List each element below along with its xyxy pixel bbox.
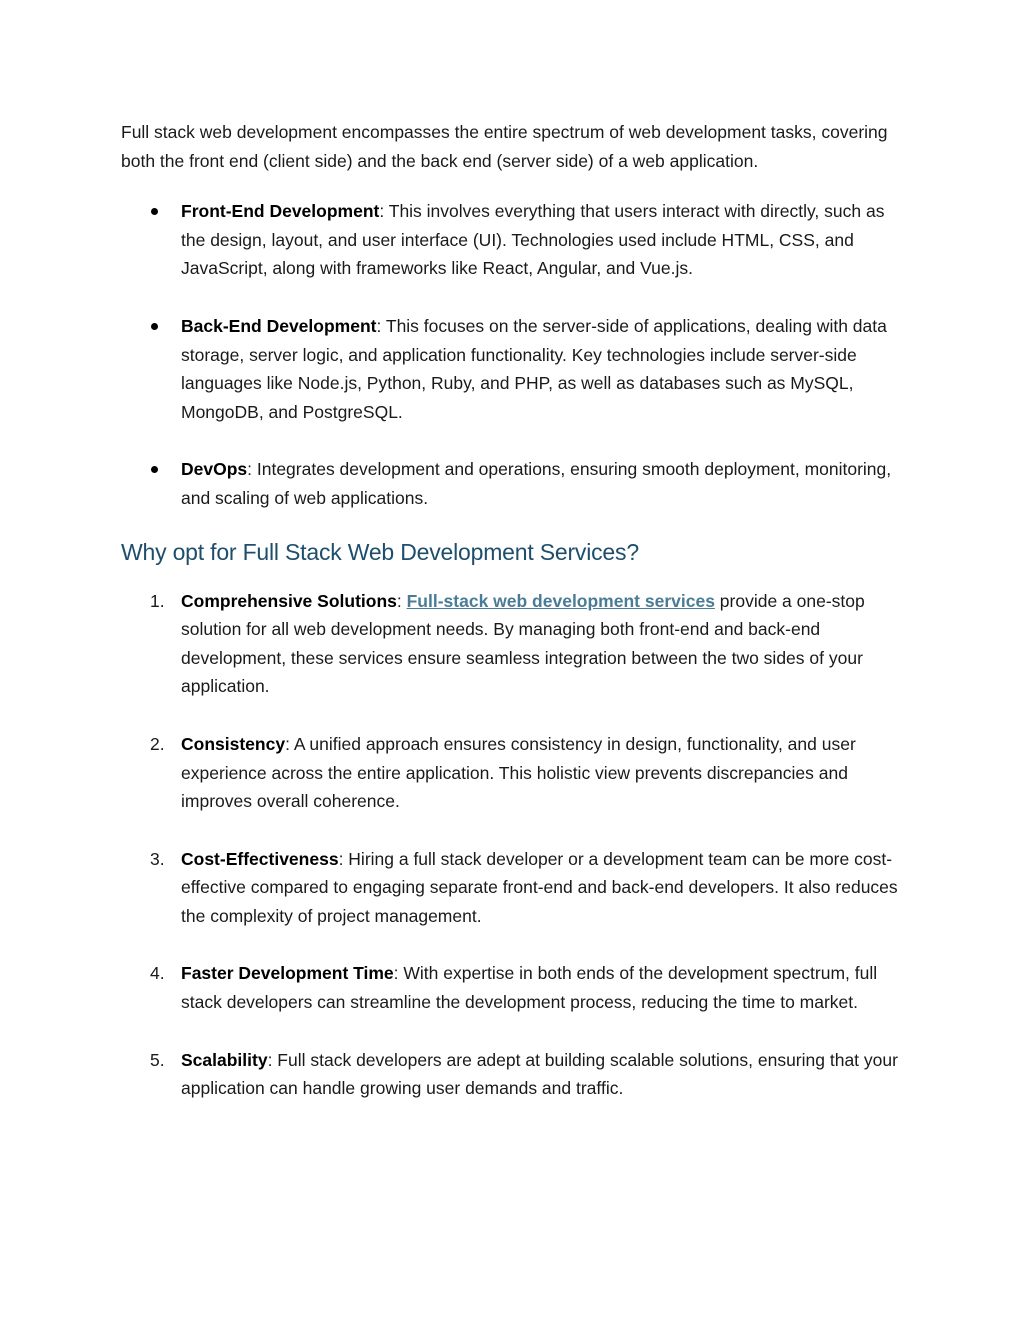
numbered-item-faster-development	[121, 959, 907, 1016]
numbered-item-cost-effectiveness	[121, 845, 907, 931]
numbered-text: : A unified approach ensures consistency in design, functionality, and user experience across the entire application. This holistic view prevents discrepancies and improves overall coherence.	[181, 733, 856, 812]
numbered-item-consistency	[121, 730, 907, 816]
bullet-text: : This involves everything that users interact with directly, such as the design, layout, and user interface (UI). Technologies used include HTML, CSS, and JavaScript, along with frameworks like React, Angular, and Vue.js.	[181, 201, 885, 279]
document-page	[121, 118, 907, 1103]
numbered-item-scalability	[121, 1046, 907, 1103]
numbered-term: Scalability	[181, 1049, 268, 1070]
benefits-numbered-list	[121, 587, 907, 1103]
numbered-item-comprehensive-solutions	[121, 587, 907, 701]
intro-paragraph: Full stack web development encompasses the entire spectrum of web development tasks, covering both the front end (client side) and the back end (server side) of a web application.	[121, 122, 888, 171]
numbered-text: : Full stack developers are adept at building scalable solutions, ensuring that your application can handle growing user demands and traffic.	[181, 1049, 898, 1099]
bullet-item-devops	[121, 455, 907, 512]
section-heading: Why opt for Full Stack Web Development Services?	[121, 538, 639, 565]
bullet-term: DevOps	[181, 459, 248, 480]
bullet-dot-icon	[151, 466, 158, 473]
list-number: 1.	[150, 590, 165, 611]
list-number: 5.	[150, 1049, 165, 1070]
bullet-dot-icon	[151, 323, 158, 330]
technology-bullet-list	[121, 197, 907, 512]
bullet-dot-icon	[151, 208, 158, 215]
bullet-text: : This focuses on the server-side of applications, dealing with data storage, server logic, and application functionality. Key technologies include server-side languages like Node.js, Python, Ruby, and PHP, as well as databases such as MySQL, MongoDB, and PostgreSQL.	[181, 315, 887, 422]
numbered-term: Comprehensive Solutions	[181, 590, 397, 611]
list-number: 3.	[150, 848, 165, 869]
list-number: 2.	[150, 733, 165, 754]
bullet-text: : Integrates development and operations, ensuring smooth deployment, monitoring, and scaling of web applications.	[181, 459, 892, 508]
numbered-text: provide a one-stop solution for all web development needs. By managing both front-end and back-end development, these services ensure seamless integration between the two sides of your application.	[181, 590, 865, 697]
bullet-item-front-end	[121, 197, 907, 283]
bullet-item-back-end	[121, 312, 907, 426]
numbered-term: Consistency	[181, 733, 286, 754]
numbered-text: : With expertise in both ends of the development spectrum, full stack developers can streamline the development process, reducing the time to market.	[181, 963, 878, 1013]
term-separator: :	[396, 590, 407, 611]
full-stack-services-link[interactable]: Full-stack web development services	[406, 590, 715, 611]
numbered-text: : Hiring a full stack developer or a development team can be more cost-effective compared to engaging separate front-end and back-end developers. It also reduces the complexity of project management.	[181, 848, 898, 926]
list-number: 4.	[150, 963, 165, 984]
numbered-term: Faster Development Time	[181, 963, 394, 984]
numbered-term: Cost-Effectiveness	[181, 848, 339, 869]
bullet-term: Back-End Development	[181, 315, 377, 336]
bullet-term: Front-End Development	[181, 201, 380, 222]
